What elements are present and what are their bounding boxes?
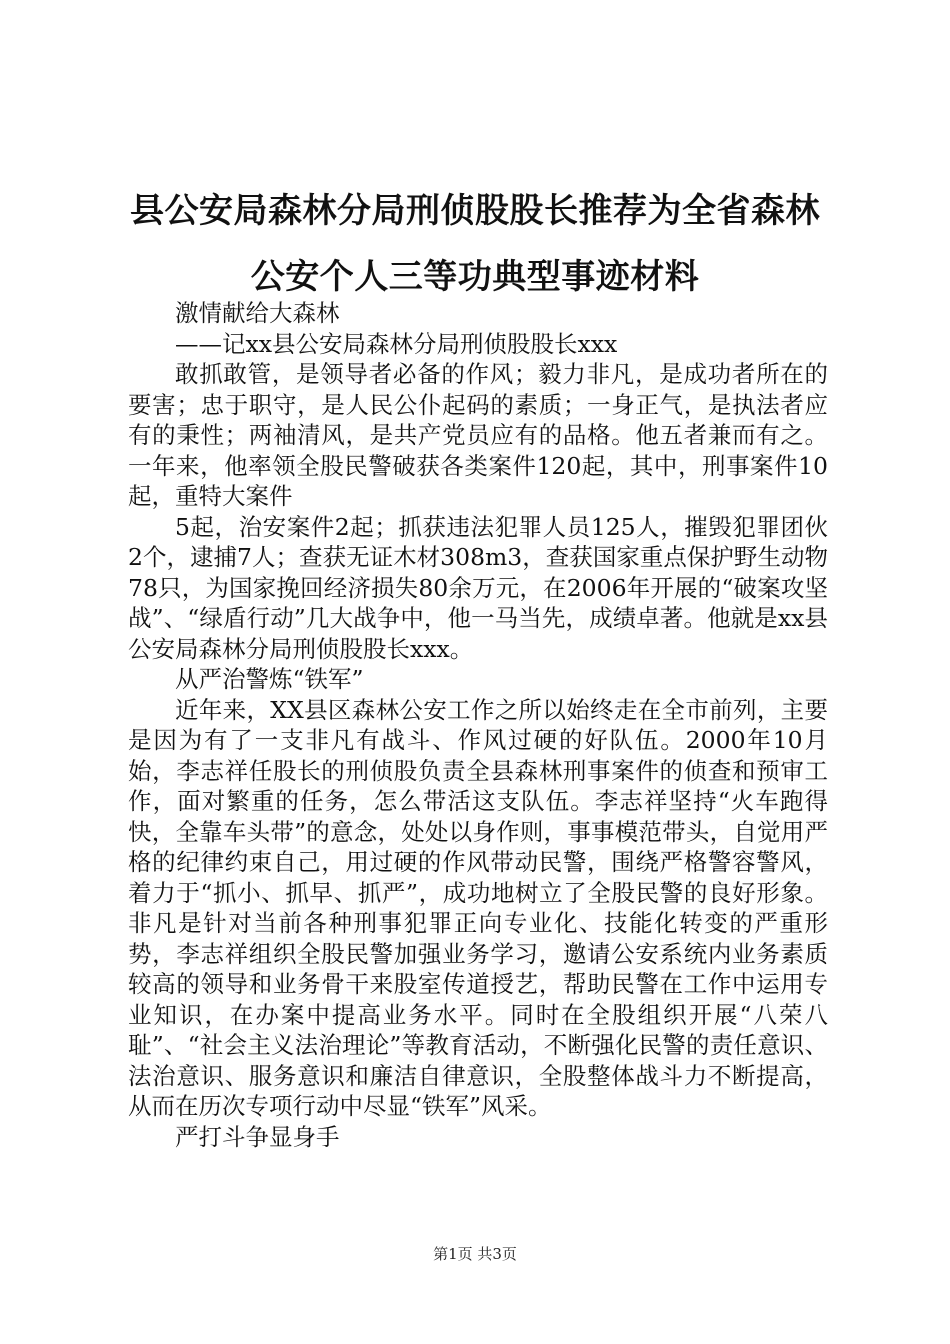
document-body [128, 298, 828, 1152]
subtitle-byline: ——记xx县公安局森林分局刑侦股股长xxx [175, 329, 618, 358]
section-heading: 从严治警炼“铁军” [175, 665, 364, 693]
body-paragraph: 敢抓敢管，是领导者必备的作风；毅力非凡，是成功者所在的要害；忠于职守，是人民公仆起码的素质；一身正气，是执法者应有的秉性；两袖清风，是共产党员应有的品格。他五者兼而有之。一年来，他率领全股民警破获各类案件120起，其中，刑事案件10起，重特大案件 [128, 360, 828, 510]
subtitle-heading: 激情献给大森林 [175, 299, 340, 327]
body-paragraph: 5起，治安案件2起；抓获违法犯罪人员125人，摧毁犯罪团伙2个，逮捕7人；查获无证木材308m3，查获国家重点保护野生动物78只，为国家挽回经济损失80余万元，在2006年开展的“破案攻坚战”、“绿盾行动”几大战争中，他一马当先，成绩卓著。他就是xx县公安局森林分局刑侦股股长xxx。 [128, 512, 828, 663]
body-paragraph: 近年来，XX县区森林公安工作之所以始终走在全市前列，主要是因为有了一支非凡有战斗、作风过硬的好队伍。2000年10月始，李志祥任股长的刑侦股负责全县森林刑事案件的侦查和预审工作，面对繁重的任务，怎么带活这支队伍。李志祥坚持“火车跑得快，全靠车头带”的意念，处处以身作则，事事模范带头，自觉用严格的纪律约束自己，用过硬的作风带动民警，围绕严格警容警风，着力于“抓小、抓早、抓严”，成功地树立了全股民警的良好形象。非凡是针对当前各种刑事犯罪正向专业化、技能化转变的严重形势，李志祥组织全股民警加强业务学习，邀请公安系统内业务素质较高的领导和业务骨干来股室传道授艺，帮助民警在工作中运用专业知识，在办案中提高业务水平。同时在全股组织开展“八荣八耻”、“社会主义法治理论”等教育活动，不断强化民警的责任意识、法治意识、服务意识和廉洁自律意识，全股整体战斗力不断提高，从而在历次专项行动中尽显“铁军”风采。 [128, 695, 828, 1120]
title-line-2: 公安个人三等功典型事迹材料 [250, 257, 700, 297]
section-heading: 严打斗争显身手 [175, 1122, 340, 1151]
page-footer: 第1页 共3页 [433, 1245, 517, 1263]
document-title [100, 178, 850, 310]
title-line-1: 县公安局森林分局刑侦股股长推荐为全省森林 [130, 191, 820, 231]
